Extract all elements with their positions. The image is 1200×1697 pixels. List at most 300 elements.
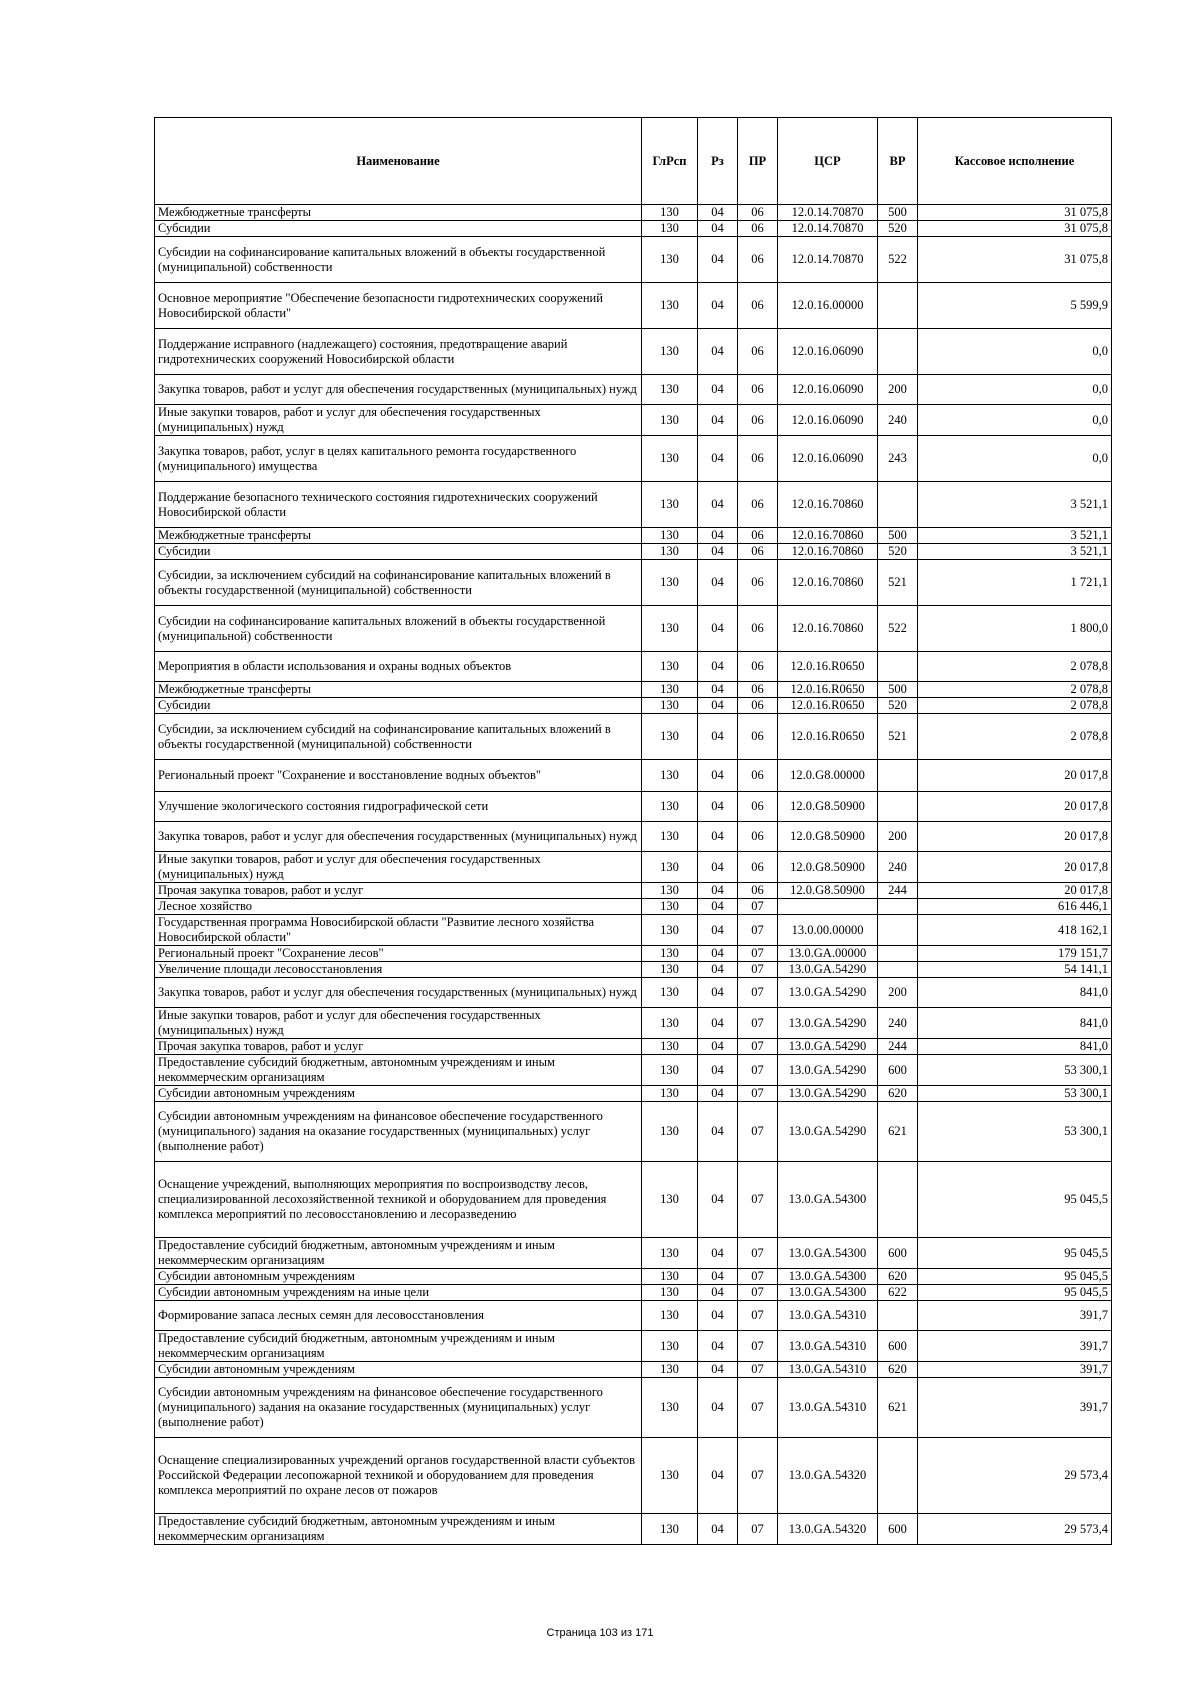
table-row	[155, 682, 1112, 698]
cell-glrsp: 130	[642, 978, 698, 1008]
table-row	[155, 606, 1112, 652]
cell-vr: 244	[878, 1039, 918, 1055]
header-glrsp: ГлРсп	[642, 118, 698, 205]
cell-csr: 12.0.16.00000	[778, 283, 878, 329]
cell-glrsp: 130	[642, 1269, 698, 1285]
cell-rz: 04	[698, 1102, 738, 1162]
cell-amount: 20 017,8	[918, 792, 1112, 822]
cell-rz: 04	[698, 482, 738, 528]
cell-csr	[778, 899, 878, 915]
cell-amount: 5 599,9	[918, 283, 1112, 329]
cell-pr: 07	[738, 962, 778, 978]
cell-amount: 54 141,1	[918, 962, 1112, 978]
cell-csr: 13.0.GA.54290	[778, 1086, 878, 1102]
cell-rz: 04	[698, 405, 738, 436]
cell-pr: 07	[738, 1039, 778, 1055]
cell-glrsp: 130	[642, 606, 698, 652]
cell-pr: 06	[738, 205, 778, 221]
cell-name: Прочая закупка товаров, работ и услуг	[155, 883, 642, 899]
cell-csr: 13.0.GA.54290	[778, 1008, 878, 1039]
cell-vr: 500	[878, 205, 918, 221]
cell-glrsp: 130	[642, 1301, 698, 1331]
cell-name: Иные закупки товаров, работ и услуг для обеспечения государственных (муниципальных) нужд	[155, 405, 642, 436]
cell-vr: 200	[878, 822, 918, 852]
cell-glrsp: 130	[642, 760, 698, 792]
cell-csr: 12.0.16.70860	[778, 560, 878, 606]
cell-pr: 06	[738, 221, 778, 237]
cell-name: Закупка товаров, работ и услуг для обеспечения государственных (муниципальных) нужд	[155, 978, 642, 1008]
cell-csr: 13.0.GA.54290	[778, 962, 878, 978]
cell-amount: 31 075,8	[918, 237, 1112, 283]
cell-vr: 622	[878, 1285, 918, 1301]
cell-vr	[878, 1301, 918, 1331]
cell-glrsp: 130	[642, 1086, 698, 1102]
cell-name: Предоставление субсидий бюджетным, автономным учреждениям и иным некоммерческим организациям	[155, 1055, 642, 1086]
table-row	[155, 237, 1112, 283]
cell-csr: 13.0.GA.54300	[778, 1269, 878, 1285]
table-row	[155, 822, 1112, 852]
cell-amount: 391,7	[918, 1362, 1112, 1378]
table-row	[155, 375, 1112, 405]
cell-glrsp: 130	[642, 682, 698, 698]
cell-glrsp: 130	[642, 915, 698, 946]
cell-name: Субсидии на софинансирование капитальных вложений в объекты государственной (муниципальной) собственности	[155, 606, 642, 652]
cell-rz: 04	[698, 283, 738, 329]
cell-name: Субсидии, за исключением субсидий на софинансирование капитальных вложений в объекты государственной (муниципальной) собственности	[155, 560, 642, 606]
cell-amount: 29 573,4	[918, 1514, 1112, 1545]
table-row	[155, 221, 1112, 237]
cell-vr	[878, 1162, 918, 1238]
cell-pr: 07	[738, 899, 778, 915]
cell-rz: 04	[698, 237, 738, 283]
cell-pr: 06	[738, 822, 778, 852]
cell-csr: 13.0.00.00000	[778, 915, 878, 946]
cell-pr: 06	[738, 405, 778, 436]
cell-csr: 12.0.16.R0650	[778, 714, 878, 760]
table-row	[155, 883, 1112, 899]
cell-amount: 31 075,8	[918, 221, 1112, 237]
cell-csr: 12.0.14.70870	[778, 221, 878, 237]
header-amount: Кассовое исполнение	[918, 118, 1112, 205]
cell-csr: 12.0.16.R0650	[778, 682, 878, 698]
cell-name: Региональный проект "Сохранение и восстановление водных объектов"	[155, 760, 642, 792]
cell-pr: 06	[738, 237, 778, 283]
cell-amount: 3 521,1	[918, 482, 1112, 528]
cell-pr: 07	[738, 915, 778, 946]
cell-vr	[878, 482, 918, 528]
cell-amount: 3 521,1	[918, 528, 1112, 544]
cell-name: Предоставление субсидий бюджетным, автономным учреждениям и иным некоммерческим организациям	[155, 1514, 642, 1545]
cell-csr: 13.0.GA.54290	[778, 1055, 878, 1086]
cell-name: Субсидии	[155, 698, 642, 714]
cell-vr: 620	[878, 1362, 918, 1378]
cell-vr: 621	[878, 1378, 918, 1438]
table-row	[155, 760, 1112, 792]
cell-vr	[878, 329, 918, 375]
cell-vr: 521	[878, 560, 918, 606]
cell-name: Предоставление субсидий бюджетным, автономным учреждениям и иным некоммерческим организациям	[155, 1331, 642, 1362]
cell-vr: 520	[878, 698, 918, 714]
cell-amount: 2 078,8	[918, 714, 1112, 760]
cell-name: Субсидии	[155, 221, 642, 237]
cell-csr: 13.0.GA.54310	[778, 1378, 878, 1438]
cell-csr: 12.0.16.06090	[778, 436, 878, 482]
cell-csr: 12.0.16.70860	[778, 528, 878, 544]
cell-vr	[878, 760, 918, 792]
cell-csr: 12.0.G8.50900	[778, 883, 878, 899]
cell-glrsp: 130	[642, 1162, 698, 1238]
cell-csr: 13.0.GA.54320	[778, 1514, 878, 1545]
cell-vr	[878, 652, 918, 682]
cell-amount: 95 045,5	[918, 1238, 1112, 1269]
cell-vr: 200	[878, 978, 918, 1008]
cell-pr: 07	[738, 1008, 778, 1039]
cell-pr: 06	[738, 482, 778, 528]
cell-vr: 520	[878, 221, 918, 237]
table-row	[155, 946, 1112, 962]
table-row	[155, 1331, 1112, 1362]
cell-rz: 04	[698, 978, 738, 1008]
cell-vr: 620	[878, 1086, 918, 1102]
cell-csr: 12.0.14.70870	[778, 237, 878, 283]
cell-vr: 244	[878, 883, 918, 899]
table-row	[155, 1362, 1112, 1378]
table-row	[155, 528, 1112, 544]
cell-name: Субсидии автономным учреждениям	[155, 1086, 642, 1102]
cell-pr: 06	[738, 852, 778, 883]
cell-csr: 13.0.GA.54290	[778, 978, 878, 1008]
cell-name: Прочая закупка товаров, работ и услуг	[155, 1039, 642, 1055]
cell-rz: 04	[698, 375, 738, 405]
cell-vr	[878, 915, 918, 946]
cell-pr: 06	[738, 606, 778, 652]
cell-pr: 07	[738, 1086, 778, 1102]
cell-amount: 95 045,5	[918, 1269, 1112, 1285]
table-row	[155, 1269, 1112, 1285]
cell-name: Основное мероприятие "Обеспечение безопасности гидротехнических сооружений Новосибирской области"	[155, 283, 642, 329]
table-row	[155, 405, 1112, 436]
cell-amount: 53 300,1	[918, 1055, 1112, 1086]
cell-name: Мероприятия в области использования и охраны водных объектов	[155, 652, 642, 682]
table-row	[155, 792, 1112, 822]
cell-glrsp: 130	[642, 1331, 698, 1362]
cell-pr: 06	[738, 883, 778, 899]
cell-pr: 07	[738, 1285, 778, 1301]
cell-csr: 13.0.GA.00000	[778, 946, 878, 962]
cell-rz: 04	[698, 962, 738, 978]
cell-glrsp: 130	[642, 1438, 698, 1514]
table-row	[155, 1055, 1112, 1086]
cell-vr: 240	[878, 1008, 918, 1039]
cell-glrsp: 130	[642, 852, 698, 883]
cell-csr: 12.0.16.06090	[778, 405, 878, 436]
cell-csr: 13.0.GA.54300	[778, 1285, 878, 1301]
cell-csr: 13.0.GA.54310	[778, 1301, 878, 1331]
table-row	[155, 714, 1112, 760]
cell-csr: 12.0.G8.00000	[778, 760, 878, 792]
cell-glrsp: 130	[642, 528, 698, 544]
cell-vr: 620	[878, 1269, 918, 1285]
table-row	[155, 329, 1112, 375]
cell-rz: 04	[698, 883, 738, 899]
cell-vr: 621	[878, 1102, 918, 1162]
cell-glrsp: 130	[642, 237, 698, 283]
cell-name: Оснащение специализированных учреждений органов государственной власти субъектов Российской Федерации лесопожарной техникой и оборудованием для проведения комплекса мероприятий по охране лесов от пожаров	[155, 1438, 642, 1514]
cell-pr: 06	[738, 375, 778, 405]
table-row	[155, 1238, 1112, 1269]
cell-amount: 2 078,8	[918, 698, 1112, 714]
cell-rz: 04	[698, 1514, 738, 1545]
table-row	[155, 698, 1112, 714]
cell-csr: 13.0.GA.54320	[778, 1438, 878, 1514]
cell-rz: 04	[698, 1362, 738, 1378]
cell-glrsp: 130	[642, 560, 698, 606]
cell-rz: 04	[698, 436, 738, 482]
table-row	[155, 652, 1112, 682]
cell-amount: 0,0	[918, 405, 1112, 436]
cell-csr: 12.0.16.06090	[778, 375, 878, 405]
cell-glrsp: 130	[642, 822, 698, 852]
cell-vr: 522	[878, 606, 918, 652]
cell-rz: 04	[698, 946, 738, 962]
cell-rz: 04	[698, 1039, 738, 1055]
cell-vr	[878, 1438, 918, 1514]
cell-amount: 95 045,5	[918, 1162, 1112, 1238]
cell-glrsp: 130	[642, 544, 698, 560]
cell-rz: 04	[698, 1086, 738, 1102]
cell-csr: 12.0.G8.50900	[778, 822, 878, 852]
cell-pr: 07	[738, 1438, 778, 1514]
cell-vr: 520	[878, 544, 918, 560]
table-row	[155, 1378, 1112, 1438]
cell-glrsp: 130	[642, 698, 698, 714]
cell-csr: 13.0.GA.54300	[778, 1238, 878, 1269]
cell-glrsp: 130	[642, 1362, 698, 1378]
cell-pr: 07	[738, 1238, 778, 1269]
cell-glrsp: 130	[642, 329, 698, 375]
cell-name: Улучшение экологического состояния гидрографической сети	[155, 792, 642, 822]
cell-amount: 841,0	[918, 978, 1112, 1008]
cell-pr: 06	[738, 682, 778, 698]
cell-rz: 04	[698, 852, 738, 883]
table-row	[155, 1039, 1112, 1055]
cell-glrsp: 130	[642, 1039, 698, 1055]
cell-vr: 240	[878, 405, 918, 436]
cell-csr: 12.0.G8.50900	[778, 792, 878, 822]
cell-pr: 07	[738, 1378, 778, 1438]
cell-rz: 04	[698, 606, 738, 652]
cell-glrsp: 130	[642, 1238, 698, 1269]
cell-rz: 04	[698, 714, 738, 760]
cell-vr: 521	[878, 714, 918, 760]
cell-vr	[878, 946, 918, 962]
table-row	[155, 205, 1112, 221]
cell-rz: 04	[698, 1238, 738, 1269]
cell-pr: 07	[738, 978, 778, 1008]
cell-vr: 243	[878, 436, 918, 482]
cell-glrsp: 130	[642, 375, 698, 405]
cell-rz: 04	[698, 1331, 738, 1362]
table-body	[155, 205, 1112, 1545]
cell-vr: 600	[878, 1238, 918, 1269]
table-row	[155, 560, 1112, 606]
cell-vr	[878, 899, 918, 915]
cell-rz: 04	[698, 822, 738, 852]
cell-amount: 0,0	[918, 375, 1112, 405]
cell-amount: 391,7	[918, 1378, 1112, 1438]
cell-glrsp: 130	[642, 283, 698, 329]
cell-rz: 04	[698, 221, 738, 237]
table-row	[155, 915, 1112, 946]
table-row	[155, 544, 1112, 560]
cell-csr: 12.0.16.R0650	[778, 652, 878, 682]
cell-name: Субсидии автономным учреждениям на иные цели	[155, 1285, 642, 1301]
cell-name: Увеличение площади лесовосстановления	[155, 962, 642, 978]
cell-pr: 06	[738, 760, 778, 792]
cell-csr: 12.0.16.70860	[778, 482, 878, 528]
cell-rz: 04	[698, 915, 738, 946]
header-csr: ЦСР	[778, 118, 878, 205]
cell-pr: 06	[738, 714, 778, 760]
cell-pr: 06	[738, 652, 778, 682]
cell-csr: 12.0.G8.50900	[778, 852, 878, 883]
cell-name: Закупка товаров, работ и услуг для обеспечения государственных (муниципальных) нужд	[155, 375, 642, 405]
cell-rz: 04	[698, 560, 738, 606]
cell-glrsp: 130	[642, 1514, 698, 1545]
cell-amount: 391,7	[918, 1331, 1112, 1362]
table-row	[155, 962, 1112, 978]
cell-vr	[878, 283, 918, 329]
cell-glrsp: 130	[642, 1055, 698, 1086]
cell-amount: 20 017,8	[918, 852, 1112, 883]
cell-name: Предоставление субсидий бюджетным, автономным учреждениям и иным некоммерческим организациям	[155, 1238, 642, 1269]
cell-amount: 0,0	[918, 436, 1112, 482]
cell-rz: 04	[698, 899, 738, 915]
cell-amount: 841,0	[918, 1039, 1112, 1055]
cell-pr: 07	[738, 946, 778, 962]
table-row	[155, 482, 1112, 528]
cell-name: Поддержание исправного (надлежащего) состояния, предотвращение аварий гидротехнических сооружений Новосибирской области	[155, 329, 642, 375]
cell-csr: 13.0.GA.54290	[778, 1039, 878, 1055]
cell-pr: 06	[738, 528, 778, 544]
cell-vr: 522	[878, 237, 918, 283]
cell-glrsp: 130	[642, 1102, 698, 1162]
cell-rz: 04	[698, 1269, 738, 1285]
cell-amount: 2 078,8	[918, 652, 1112, 682]
cell-glrsp: 130	[642, 221, 698, 237]
table-header-row	[155, 118, 1112, 205]
cell-glrsp: 130	[642, 883, 698, 899]
cell-amount: 53 300,1	[918, 1102, 1112, 1162]
cell-amount: 418 162,1	[918, 915, 1112, 946]
cell-rz: 04	[698, 205, 738, 221]
cell-glrsp: 130	[642, 1285, 698, 1301]
table-row	[155, 852, 1112, 883]
table-row	[155, 1162, 1112, 1238]
cell-name: Поддержание безопасного технического состояния гидротехнических сооружений Новосибирской области	[155, 482, 642, 528]
cell-amount: 0,0	[918, 329, 1112, 375]
cell-rz: 04	[698, 1438, 738, 1514]
budget-table	[154, 117, 1112, 1545]
cell-amount: 1 800,0	[918, 606, 1112, 652]
cell-glrsp: 130	[642, 714, 698, 760]
cell-amount: 31 075,8	[918, 205, 1112, 221]
cell-vr: 240	[878, 852, 918, 883]
cell-vr: 600	[878, 1331, 918, 1362]
cell-rz: 04	[698, 1008, 738, 1039]
cell-rz: 04	[698, 544, 738, 560]
table-row	[155, 283, 1112, 329]
cell-glrsp: 130	[642, 899, 698, 915]
cell-name: Межбюджетные трансферты	[155, 528, 642, 544]
cell-pr: 07	[738, 1162, 778, 1238]
cell-name: Субсидии автономным учреждениям	[155, 1362, 642, 1378]
table-row	[155, 1285, 1112, 1301]
cell-name: Субсидии на софинансирование капитальных вложений в объекты государственной (муниципальной) собственности	[155, 237, 642, 283]
cell-vr: 500	[878, 528, 918, 544]
cell-vr	[878, 962, 918, 978]
cell-name: Субсидии автономным учреждениям на финансовое обеспечение государственного (муниципального) задания на оказание государственных (муниципальных) услуг (выполнение работ)	[155, 1102, 642, 1162]
cell-pr: 06	[738, 698, 778, 714]
cell-csr: 13.0.GA.54310	[778, 1331, 878, 1362]
cell-amount: 20 017,8	[918, 760, 1112, 792]
cell-pr: 07	[738, 1301, 778, 1331]
cell-csr: 13.0.GA.54300	[778, 1162, 878, 1238]
cell-name: Межбюджетные трансферты	[155, 205, 642, 221]
cell-csr: 12.0.16.70860	[778, 544, 878, 560]
cell-name: Субсидии, за исключением субсидий на софинансирование капитальных вложений в объекты государственной (муниципальной) собственности	[155, 714, 642, 760]
cell-pr: 07	[738, 1102, 778, 1162]
table-row	[155, 1301, 1112, 1331]
header-vr: ВР	[878, 118, 918, 205]
cell-rz: 04	[698, 329, 738, 375]
header-rz: Рз	[698, 118, 738, 205]
cell-glrsp: 130	[642, 1008, 698, 1039]
cell-rz: 04	[698, 698, 738, 714]
cell-amount: 95 045,5	[918, 1285, 1112, 1301]
cell-csr: 12.0.16.R0650	[778, 698, 878, 714]
cell-csr: 12.0.16.70860	[778, 606, 878, 652]
cell-vr	[878, 792, 918, 822]
page-number: Страница 103 из 171	[546, 1627, 654, 1639]
cell-csr: 13.0.GA.54310	[778, 1362, 878, 1378]
cell-glrsp: 130	[642, 1378, 698, 1438]
cell-rz: 04	[698, 1285, 738, 1301]
cell-rz: 04	[698, 1055, 738, 1086]
cell-pr: 07	[738, 1055, 778, 1086]
cell-pr: 07	[738, 1514, 778, 1545]
cell-vr: 600	[878, 1514, 918, 1545]
cell-rz: 04	[698, 760, 738, 792]
cell-glrsp: 130	[642, 962, 698, 978]
table-row	[155, 899, 1112, 915]
cell-csr: 12.0.14.70870	[778, 205, 878, 221]
cell-amount: 2 078,8	[918, 682, 1112, 698]
cell-rz: 04	[698, 1378, 738, 1438]
cell-amount: 20 017,8	[918, 822, 1112, 852]
cell-name: Формирование запаса лесных семян для лесовосстановления	[155, 1301, 642, 1331]
cell-rz: 04	[698, 1162, 738, 1238]
cell-rz: 04	[698, 528, 738, 544]
cell-amount: 841,0	[918, 1008, 1112, 1039]
cell-name: Субсидии автономным учреждениям	[155, 1269, 642, 1285]
cell-amount: 3 521,1	[918, 544, 1112, 560]
cell-name: Иные закупки товаров, работ и услуг для обеспечения государственных (муниципальных) нужд	[155, 1008, 642, 1039]
table-row	[155, 1514, 1112, 1545]
cell-glrsp: 130	[642, 405, 698, 436]
cell-amount: 391,7	[918, 1301, 1112, 1331]
cell-name: Оснащение учреждений, выполняющих мероприятия по воспроизводству лесов, специализированной лесохозяйственной техникой и оборудованием для проведения комплекса мероприятий по лесовосстановлению и лесоразведению	[155, 1162, 642, 1238]
